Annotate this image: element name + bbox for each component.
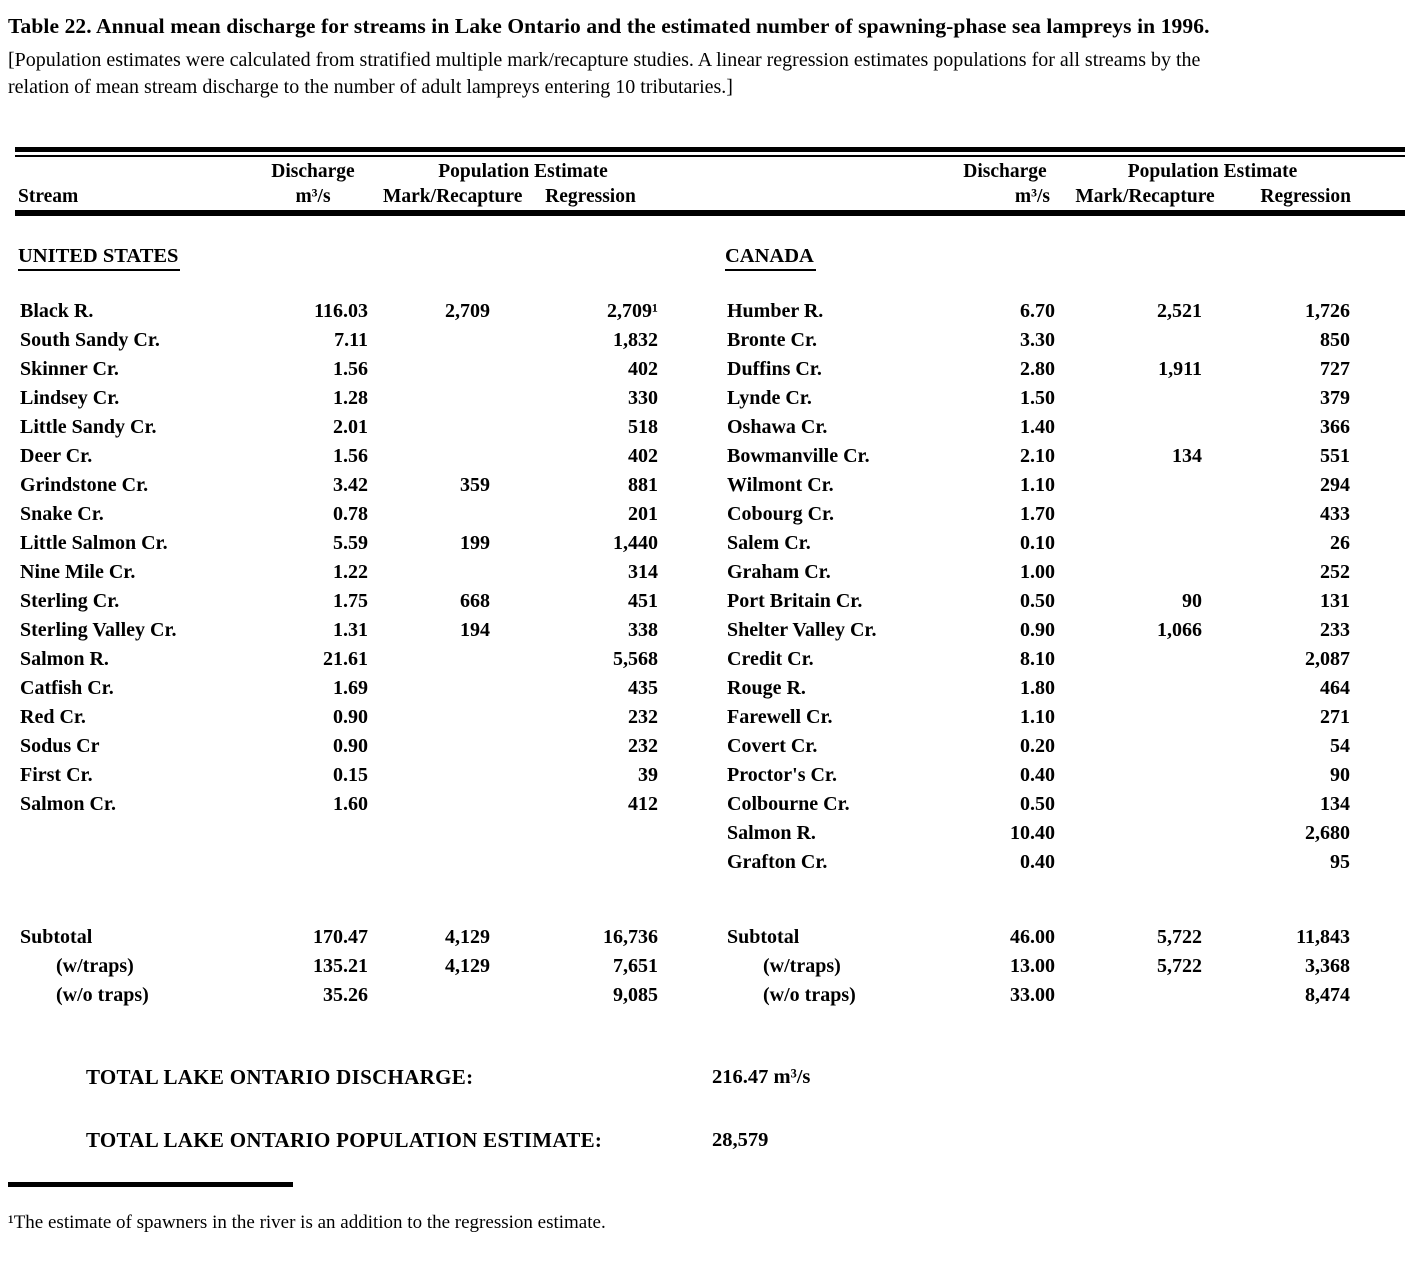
discharge-value: 1.22 xyxy=(333,561,368,583)
discharge-value: 1.31 xyxy=(333,619,368,641)
discharge-value: 1.70 xyxy=(1020,503,1055,525)
discharge-value: 116.03 xyxy=(314,300,368,322)
mark-recapture-value xyxy=(1070,645,1220,674)
subtotal-row xyxy=(725,981,1355,1010)
canada-subtotal xyxy=(725,923,1355,1010)
spacer xyxy=(725,877,1355,923)
subtotal-discharge: 13.00 xyxy=(1010,955,1055,977)
regression-value: 233 xyxy=(1320,619,1350,641)
stream-row xyxy=(725,355,1355,384)
regression-value: 1,440 xyxy=(613,532,658,554)
top-rule-thick-line xyxy=(15,147,1405,152)
stream-row xyxy=(725,529,1355,558)
subtotal-row xyxy=(725,923,1355,952)
mark-recapture-value xyxy=(1070,558,1220,587)
mark-recapture-value xyxy=(383,761,498,790)
stream-row xyxy=(725,703,1355,732)
discharge-value: 1.80 xyxy=(1020,677,1055,699)
canada-column xyxy=(725,244,1355,1010)
stream-row xyxy=(18,645,663,674)
stream-row xyxy=(725,645,1355,674)
discharge-value: 1.50 xyxy=(1020,387,1055,409)
mark-recapture-value xyxy=(383,558,498,587)
mark-recapture-value xyxy=(1070,674,1220,703)
mark-recapture-value xyxy=(383,732,498,761)
canada-rows xyxy=(725,297,1355,877)
regression-value: 435 xyxy=(628,677,658,699)
stream-row xyxy=(725,297,1355,326)
total-discharge-row xyxy=(8,1064,1407,1091)
discharge-value: 0.90 xyxy=(333,735,368,757)
stream-row xyxy=(18,558,663,587)
mark-recapture-value: 90 xyxy=(1182,590,1202,612)
subtotal-mark-recapture: 5,722 xyxy=(1157,955,1202,977)
regression-value: 294 xyxy=(1320,474,1350,496)
stream-row xyxy=(18,326,663,355)
discharge-value: 1.00 xyxy=(1020,561,1055,583)
table-top-rule xyxy=(15,147,1405,157)
discharge-value: 10.40 xyxy=(1010,822,1055,844)
discharge-value: 1.69 xyxy=(333,677,368,699)
subtotal-mark-recapture: 4,129 xyxy=(445,955,490,977)
subtotal-discharge: 35.26 xyxy=(323,984,368,1006)
regression-value: 2,709¹ xyxy=(607,300,658,322)
stream-row xyxy=(18,703,663,732)
table-column-headers xyxy=(18,157,1407,210)
regression-value: 54 xyxy=(1330,735,1350,757)
footnote-separator-rule xyxy=(8,1182,293,1187)
subtotal-discharge: 46.00 xyxy=(1010,926,1055,948)
mark-recapture-value xyxy=(1070,413,1220,442)
discharge-value: 3.42 xyxy=(333,474,368,496)
regression-value: 131 xyxy=(1320,590,1350,612)
mark-recapture-value xyxy=(383,384,498,413)
stream-row xyxy=(18,529,663,558)
stream-name: Lindsey Cr. xyxy=(20,387,120,409)
stream-row xyxy=(725,326,1355,355)
stream-row xyxy=(18,674,663,703)
regression-value: 39 xyxy=(638,764,658,786)
regression-value: 1,726 xyxy=(1305,300,1350,322)
discharge-value: 0.90 xyxy=(333,706,368,728)
mark-recapture-value xyxy=(1070,471,1220,500)
discharge-value: 0.50 xyxy=(1020,793,1055,815)
stream-name: Cobourg Cr. xyxy=(727,503,835,525)
col-header-population-estimate-right: Population Estimate xyxy=(1127,161,1298,182)
stream-name: Red Cr. xyxy=(20,706,86,728)
regression-value: 134 xyxy=(1320,793,1350,815)
subtotal-discharge: 170.47 xyxy=(313,926,368,948)
regression-value: 2,680 xyxy=(1305,822,1350,844)
stream-name: Oshawa Cr. xyxy=(727,416,828,438)
stream-row xyxy=(725,558,1355,587)
stream-name: Sodus Cr xyxy=(20,735,100,757)
discharge-value: 1.10 xyxy=(1020,474,1055,496)
mark-recapture-value xyxy=(1070,384,1220,413)
mark-recapture-value: 359 xyxy=(460,474,490,496)
mark-recapture-value xyxy=(1070,326,1220,355)
table-caption-note: [Population estimates were calculated from stratified multiple mark/recapture studies. A linear regression estimates populations for all streams by the relation of mean stream discharge to the number of adult lampreys entering 10 tributaries.] xyxy=(8,49,1201,98)
discharge-value: 1.10 xyxy=(1020,706,1055,728)
subtotal-regression: 11,843 xyxy=(1296,926,1350,948)
regression-value: 379 xyxy=(1320,387,1350,409)
mark-recapture-value xyxy=(1070,761,1220,790)
regression-value: 338 xyxy=(628,619,658,641)
subtotal-discharge: 33.00 xyxy=(1010,984,1055,1006)
stream-name: Port Britain Cr. xyxy=(727,590,863,612)
stream-name: Salmon R. xyxy=(20,648,109,670)
discharge-value: 0.40 xyxy=(1020,764,1055,786)
col-header-discharge-units-right: m³/s xyxy=(1014,186,1050,207)
stream-name: Grafton Cr. xyxy=(727,851,828,873)
header-bottom-rule xyxy=(15,210,1405,216)
stream-row xyxy=(18,732,663,761)
discharge-value: 5.59 xyxy=(333,532,368,554)
mark-recapture-value xyxy=(383,326,498,355)
regression-value: 201 xyxy=(628,503,658,525)
total-discharge-value: 216.47 m³/s xyxy=(712,1066,811,1088)
stream-name: Little Salmon Cr. xyxy=(20,532,168,554)
stream-row xyxy=(725,587,1355,616)
subtotal-row xyxy=(18,923,663,952)
subtotal-label: Subtotal xyxy=(727,926,800,948)
subtotal-label: (w/o traps) xyxy=(56,984,149,1006)
mark-recapture-value xyxy=(1070,500,1220,529)
stream-row xyxy=(725,819,1355,848)
mark-recapture-value: 2,709 xyxy=(445,300,490,322)
mark-recapture-value: 194 xyxy=(460,619,490,641)
stream-name: Sterling Cr. xyxy=(20,590,120,612)
subtotal-label: (w/traps) xyxy=(56,955,134,977)
subtotal-discharge: 135.21 xyxy=(313,955,368,977)
total-population-label: TOTAL LAKE ONTARIO POPULATION ESTIMATE: xyxy=(86,1128,603,1152)
regression-value: 2,087 xyxy=(1305,648,1350,670)
mark-recapture-value xyxy=(383,500,498,529)
stream-name: Bowmanville Cr. xyxy=(727,445,870,467)
stream-name: Black R. xyxy=(20,300,94,322)
stream-name: Nine Mile Cr. xyxy=(20,561,136,583)
discharge-value: 7.11 xyxy=(334,329,368,351)
stream-name: Wilmont Cr. xyxy=(727,474,834,496)
stream-name: Credit Cr. xyxy=(727,648,814,670)
subtotal-row xyxy=(725,952,1355,981)
subtotal-mark-recapture xyxy=(1070,981,1220,1010)
stream-row xyxy=(18,355,663,384)
discharge-value: 0.15 xyxy=(333,764,368,786)
stream-name: Salem Cr. xyxy=(727,532,811,554)
stream-name: Covert Cr. xyxy=(727,735,818,757)
stream-row xyxy=(725,761,1355,790)
col-header-regression-left: Regression xyxy=(545,186,636,207)
subtotal-row xyxy=(18,981,663,1010)
stream-name: Humber R. xyxy=(727,300,824,322)
stream-row xyxy=(725,674,1355,703)
subtotal-regression: 16,736 xyxy=(603,926,658,948)
discharge-value: 1.60 xyxy=(333,793,368,815)
stream-row xyxy=(18,500,663,529)
total-population-value: 28,579 xyxy=(712,1129,769,1151)
subtotal-regression: 7,651 xyxy=(613,955,658,977)
discharge-value: 1.56 xyxy=(333,358,368,380)
discharge-value: 1.75 xyxy=(333,590,368,612)
regression-value: 881 xyxy=(628,474,658,496)
col-header-mark-recapture-left: Mark/Recapture xyxy=(383,186,523,207)
col-header-population-estimate-left: Population Estimate xyxy=(438,161,608,182)
col-header-discharge-right: Discharge xyxy=(963,161,1047,182)
mark-recapture-value xyxy=(383,355,498,384)
lake-totals xyxy=(8,1064,1407,1154)
stream-row xyxy=(725,384,1355,413)
stream-row xyxy=(18,442,663,471)
stream-row xyxy=(18,616,663,645)
subtotal-mark-recapture xyxy=(383,981,498,1010)
mark-recapture-value xyxy=(1070,703,1220,732)
discharge-value: 1.28 xyxy=(333,387,368,409)
regression-value: 252 xyxy=(1320,561,1350,583)
mark-recapture-value xyxy=(383,674,498,703)
canada-table xyxy=(725,297,1355,1010)
discharge-value: 0.78 xyxy=(333,503,368,525)
regression-value: 232 xyxy=(628,735,658,757)
united-states-subtotal xyxy=(18,923,663,1010)
stream-name: Proctor's Cr. xyxy=(727,764,837,786)
spacer xyxy=(18,819,663,923)
regression-value: 314 xyxy=(628,561,658,583)
regression-value: 451 xyxy=(628,590,658,612)
discharge-value: 6.70 xyxy=(1020,300,1055,322)
stream-name: Catfish Cr. xyxy=(20,677,114,699)
stream-name: Little Sandy Cr. xyxy=(20,416,157,438)
stream-name: Farewell Cr. xyxy=(727,706,833,728)
stream-row xyxy=(725,848,1355,877)
subtotal-row xyxy=(18,952,663,981)
col-header-stream: Stream xyxy=(18,186,79,207)
subtotal-regression: 3,368 xyxy=(1305,955,1350,977)
regression-value: 402 xyxy=(628,445,658,467)
mark-recapture-value xyxy=(383,442,498,471)
discharge-value: 2.01 xyxy=(333,416,368,438)
subtotal-regression: 9,085 xyxy=(613,984,658,1006)
mark-recapture-value xyxy=(1070,819,1220,848)
stream-row xyxy=(18,413,663,442)
discharge-value: 0.50 xyxy=(1020,590,1055,612)
regression-value: 271 xyxy=(1320,706,1350,728)
stream-row xyxy=(18,790,663,819)
stream-row xyxy=(18,471,663,500)
stream-name: Shelter Valley Cr. xyxy=(727,619,877,641)
country-tables xyxy=(18,244,1407,1010)
mark-recapture-value xyxy=(383,790,498,819)
stream-name: Salmon R. xyxy=(727,822,816,844)
total-discharge-label: TOTAL LAKE ONTARIO DISCHARGE: xyxy=(86,1065,474,1089)
subtotal-label: (w/traps) xyxy=(763,955,841,977)
discharge-value: 3.30 xyxy=(1020,329,1055,351)
stream-row xyxy=(18,384,663,413)
column-headers-right xyxy=(725,159,1355,209)
subtotal-label: Subtotal xyxy=(20,926,93,948)
regression-value: 402 xyxy=(628,358,658,380)
regression-value: 1,832 xyxy=(613,329,658,351)
stream-row xyxy=(725,413,1355,442)
discharge-value: 0.40 xyxy=(1020,851,1055,873)
stream-row xyxy=(18,761,663,790)
discharge-value: 21.61 xyxy=(323,648,368,670)
stream-row xyxy=(18,297,663,326)
regression-value: 5,568 xyxy=(613,648,658,670)
regression-value: 551 xyxy=(1320,445,1350,467)
subtotal-regression: 8,474 xyxy=(1305,984,1350,1006)
regression-value: 366 xyxy=(1320,416,1350,438)
stream-name: Salmon Cr. xyxy=(20,793,116,815)
mark-recapture-value: 2,521 xyxy=(1157,300,1202,322)
footnote-text: ¹The estimate of spawners in the river is an addition to the regression estimate. xyxy=(8,1212,606,1233)
regression-value: 330 xyxy=(628,387,658,409)
stream-row xyxy=(725,442,1355,471)
discharge-value: 0.90 xyxy=(1020,619,1055,641)
stream-row xyxy=(725,616,1355,645)
regression-value: 95 xyxy=(1330,851,1350,873)
stream-name: Grindstone Cr. xyxy=(20,474,149,496)
stream-name: Duffins Cr. xyxy=(727,358,822,380)
total-population-row xyxy=(8,1127,1407,1154)
subtotal-label: (w/o traps) xyxy=(763,984,856,1006)
stream-name: Bronte Cr. xyxy=(727,329,817,351)
mark-recapture-value xyxy=(1070,732,1220,761)
mark-recapture-value xyxy=(1070,529,1220,558)
discharge-value: 1.40 xyxy=(1020,416,1055,438)
discharge-value: 8.10 xyxy=(1020,648,1055,670)
discharge-value: 2.80 xyxy=(1020,358,1055,380)
section-label-united-states: UNITED STATES xyxy=(18,244,180,271)
regression-value: 464 xyxy=(1320,677,1350,699)
stream-row xyxy=(725,732,1355,761)
stream-name: Snake Cr. xyxy=(20,503,104,525)
mark-recapture-value: 668 xyxy=(460,590,490,612)
stream-name: Colbourne Cr. xyxy=(727,793,850,815)
regression-value: 26 xyxy=(1330,532,1350,554)
regression-value: 850 xyxy=(1320,329,1350,351)
mark-recapture-value xyxy=(383,703,498,732)
discharge-value: 2.10 xyxy=(1020,445,1055,467)
united-states-column xyxy=(18,244,663,1010)
section-label-canada: CANADA xyxy=(725,244,816,271)
mark-recapture-value xyxy=(1070,790,1220,819)
mark-recapture-value: 134 xyxy=(1172,445,1202,467)
subtotal-mark-recapture: 4,129 xyxy=(445,926,490,948)
stream-name: South Sandy Cr. xyxy=(20,329,160,351)
united-states-rows xyxy=(18,297,663,819)
mark-recapture-value: 199 xyxy=(460,532,490,554)
stream-name: Lynde Cr. xyxy=(727,387,812,409)
mark-recapture-value xyxy=(1070,848,1220,877)
stream-name: Graham Cr. xyxy=(727,561,831,583)
col-header-discharge-units-left: m³/s xyxy=(295,186,331,207)
column-headers-left xyxy=(18,159,663,209)
table-title: Table 22. Annual mean discharge for streams in Lake Ontario and the estimated number of spawning-phase sea lampreys in 1996. xyxy=(8,14,1210,38)
mark-recapture-value: 1,911 xyxy=(1158,358,1202,380)
stream-row xyxy=(18,587,663,616)
col-header-discharge-left: Discharge xyxy=(271,161,355,182)
regression-value: 412 xyxy=(628,793,658,815)
regression-value: 232 xyxy=(628,706,658,728)
regression-value: 518 xyxy=(628,416,658,438)
stream-name: First Cr. xyxy=(20,764,93,786)
stream-row xyxy=(725,471,1355,500)
col-header-regression-right: Regression xyxy=(1260,186,1351,207)
stream-name: Sterling Valley Cr. xyxy=(20,619,177,641)
stream-row xyxy=(725,500,1355,529)
stream-name: Deer Cr. xyxy=(20,445,93,467)
united-states-table xyxy=(18,297,663,1010)
col-header-mark-recapture-right: Mark/Recapture xyxy=(1075,186,1215,207)
mark-recapture-value xyxy=(383,645,498,674)
discharge-value: 0.20 xyxy=(1020,735,1055,757)
regression-value: 90 xyxy=(1330,764,1350,786)
discharge-value: 0.10 xyxy=(1020,532,1055,554)
mark-recapture-value: 1,066 xyxy=(1157,619,1202,641)
stream-row xyxy=(725,790,1355,819)
discharge-value: 1.56 xyxy=(333,445,368,467)
mark-recapture-value xyxy=(383,413,498,442)
stream-name: Rouge R. xyxy=(727,677,806,699)
regression-value: 433 xyxy=(1320,503,1350,525)
subtotal-mark-recapture: 5,722 xyxy=(1157,926,1202,948)
stream-name: Skinner Cr. xyxy=(20,358,119,380)
regression-value: 727 xyxy=(1320,358,1350,380)
